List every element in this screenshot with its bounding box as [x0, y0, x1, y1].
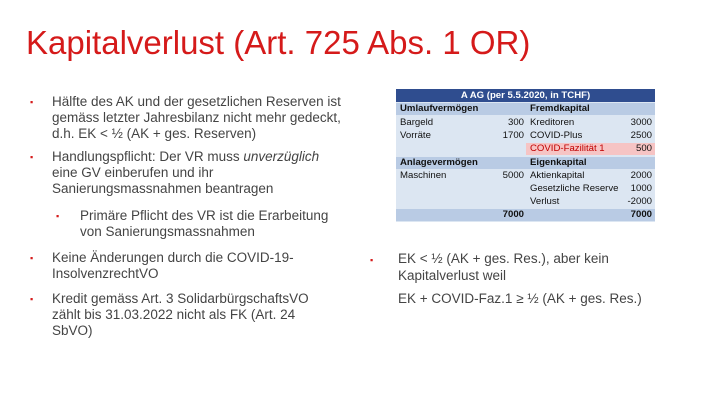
verlust-label: Verlust	[530, 196, 560, 207]
covid-plus-label: COVID-Plus	[530, 130, 583, 141]
bullet-text: Keine Änderungen durch die COVID-19-InsolvenzrechtVO	[52, 250, 294, 281]
slide-title: Kapitalverlust (Art. 725 Abs. 1 OR)	[26, 24, 531, 61]
umlaufvermoegen-label: Umlaufvermögen	[400, 103, 479, 114]
bullet-marker: ▪	[30, 97, 34, 107]
covid-fazilitaet-value: 500	[635, 143, 652, 154]
aktienkapital-label: Aktienkapital	[530, 170, 585, 181]
bullet-line-1: EK < ½ (AK + ges. Res.), aber kein	[398, 251, 609, 266]
bullet-handlungspflicht	[30, 149, 342, 197]
bullet-text-suffix: eine GV einberufen und ihr Sanierungsmassnahmen beantragen	[52, 165, 274, 196]
kreditoren-label: Kreditoren	[530, 117, 575, 128]
bargeld-value: 300	[507, 117, 524, 128]
formula-operator: ≥	[516, 291, 524, 306]
maschinen-value: 5000	[502, 170, 524, 181]
gesetzliche-reserve-value: 1000	[630, 183, 652, 194]
bullet-kredit	[30, 291, 332, 339]
bullet-marker: ▪	[30, 294, 34, 304]
formula-rhs: ½ (AK + ges. Res.)	[527, 291, 642, 306]
bullet-text-prefix: Handlungspflicht: Der VR muss	[52, 149, 244, 164]
bullet-text: Kredit gemäss Art. 3 SolidarbürgschaftsVO zählt bis 31.03.2022 nicht als FK (Art. 24 SbVO)	[52, 291, 309, 338]
bullet-text-emphasis: unverzüglich	[243, 149, 320, 164]
bullet-marker: ▪	[30, 253, 34, 263]
maschinen-label: Maschinen	[400, 170, 447, 181]
bullet-text: Primäre Pflicht des VR ist die Erarbeitung von Sanierungsmassnahmen	[80, 208, 329, 239]
eigenkapital-label: Eigenkapital	[530, 157, 587, 168]
aktiven-total: 7000	[502, 209, 524, 220]
balance-sheet-header: A AG (per 5.5.2020, in TCHF)	[396, 89, 655, 102]
vorraete-value: 1700	[502, 130, 524, 141]
bullet-line-2: Kapitalverlust weil	[398, 268, 507, 283]
passiven-total: 7000	[630, 209, 652, 220]
formula-lhs: EK + COVID-Faz.1	[398, 291, 513, 306]
verlust-value: -2000	[627, 196, 652, 207]
anlagevermoegen-label: Anlagevermögen	[400, 157, 478, 168]
gesetzliche-reserve-label: Gesetzliche Reserve	[530, 183, 619, 194]
vorraete-label: Vorräte	[400, 130, 431, 141]
fremdkapital-label: Fremdkapital	[530, 103, 590, 114]
bullet-marker: ▪	[56, 211, 60, 221]
covid-plus-value: 2500	[630, 130, 652, 141]
bullet-haelfte	[30, 94, 352, 142]
bullet-keine-aenderungen	[30, 250, 322, 282]
bullet-marker: ▪	[370, 255, 374, 265]
formula	[398, 290, 708, 307]
bullet-text: Hälfte des AK und der gesetzlichen Reserven ist gemäss letzter Jahresbilanz nicht mehr gedeckt, d.h. EK < ½ (AK + ges. Reserven)	[52, 94, 341, 141]
bullet-kein-kapitalverlust	[370, 250, 708, 307]
bargeld-label: Bargeld	[400, 117, 434, 128]
bullet-marker: ▪	[30, 152, 34, 162]
covid-fazilitaet-label: COVID-Fazilität 1	[530, 143, 605, 154]
sub-bullet-primaere-pflicht	[56, 208, 350, 240]
aktienkapital-value: 2000	[630, 170, 652, 181]
kreditoren-value: 3000	[630, 117, 652, 128]
balance-sheet-table	[396, 89, 655, 222]
